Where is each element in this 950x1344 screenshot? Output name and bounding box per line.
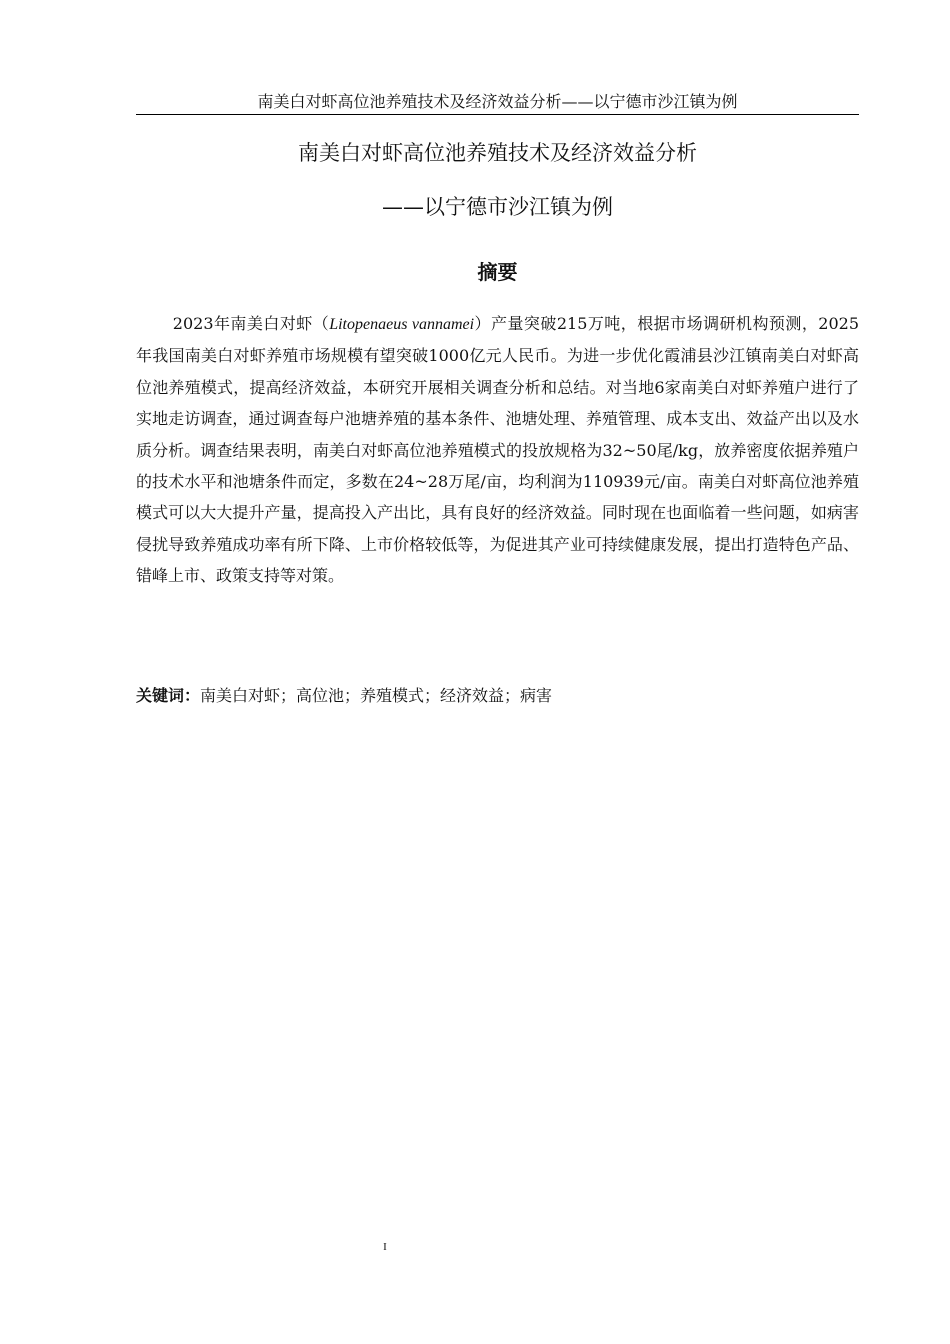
abstract-heading: 摘要: [477, 260, 518, 284]
paper-subtitle: ——以宁德市沙江镇为例: [382, 195, 613, 219]
abstract-body: [136, 308, 859, 592]
keywords-line: [136, 680, 859, 711]
running-header: 南美白对虾高位池养殖技术及经济效益分析——以宁德市沙江镇为例: [136, 92, 859, 115]
abstract-text-intro: 2023年南美白对虾（: [172, 314, 330, 333]
keywords-list: 南美白对虾；高位池；养殖模式；经济效益；病害: [200, 686, 553, 705]
abstract-text-main: ）产量突破215万吨，根据市场调研机构预测，2025年我国南美白对虾养殖市场规模有望突破1000亿元人民币。为进一步优化霞浦县沙江镇南美白对虾高位池养殖模式，提高经济效益，本研究开展相关调查分析和总结。对当地6家南美白对虾养殖户进行了实地走访调查，通过调查每户池塘养殖的基本条件、池塘处理、养殖管理、成本支出、效益产出以及水质分析。调查结果表明，南美白对虾高位池养殖模式的投放规格为32~50尾/kg，放养密度依据养殖户的技术水平和池塘条件而定，多数在24~28万尾/亩，均利润为110939元/亩。南美白对虾高位池养殖模式可以大大提升产量，提高投入产出比，具有良好的经济效益。同时现在也面临着一些问题，如病害侵扰导致养殖成功率有所下降、上市价格较低等，为促进其产业可持续健康发展，提出打造特色产品、错峰上市、政策支持等对策。: [136, 314, 859, 586]
paper-title: 南美白对虾高位池养殖技术及经济效益分析: [298, 141, 697, 165]
keywords-label: 关键词：: [136, 686, 201, 705]
page-number: I: [383, 1241, 387, 1253]
species-name: Litopenaeus vannamei: [329, 316, 475, 333]
